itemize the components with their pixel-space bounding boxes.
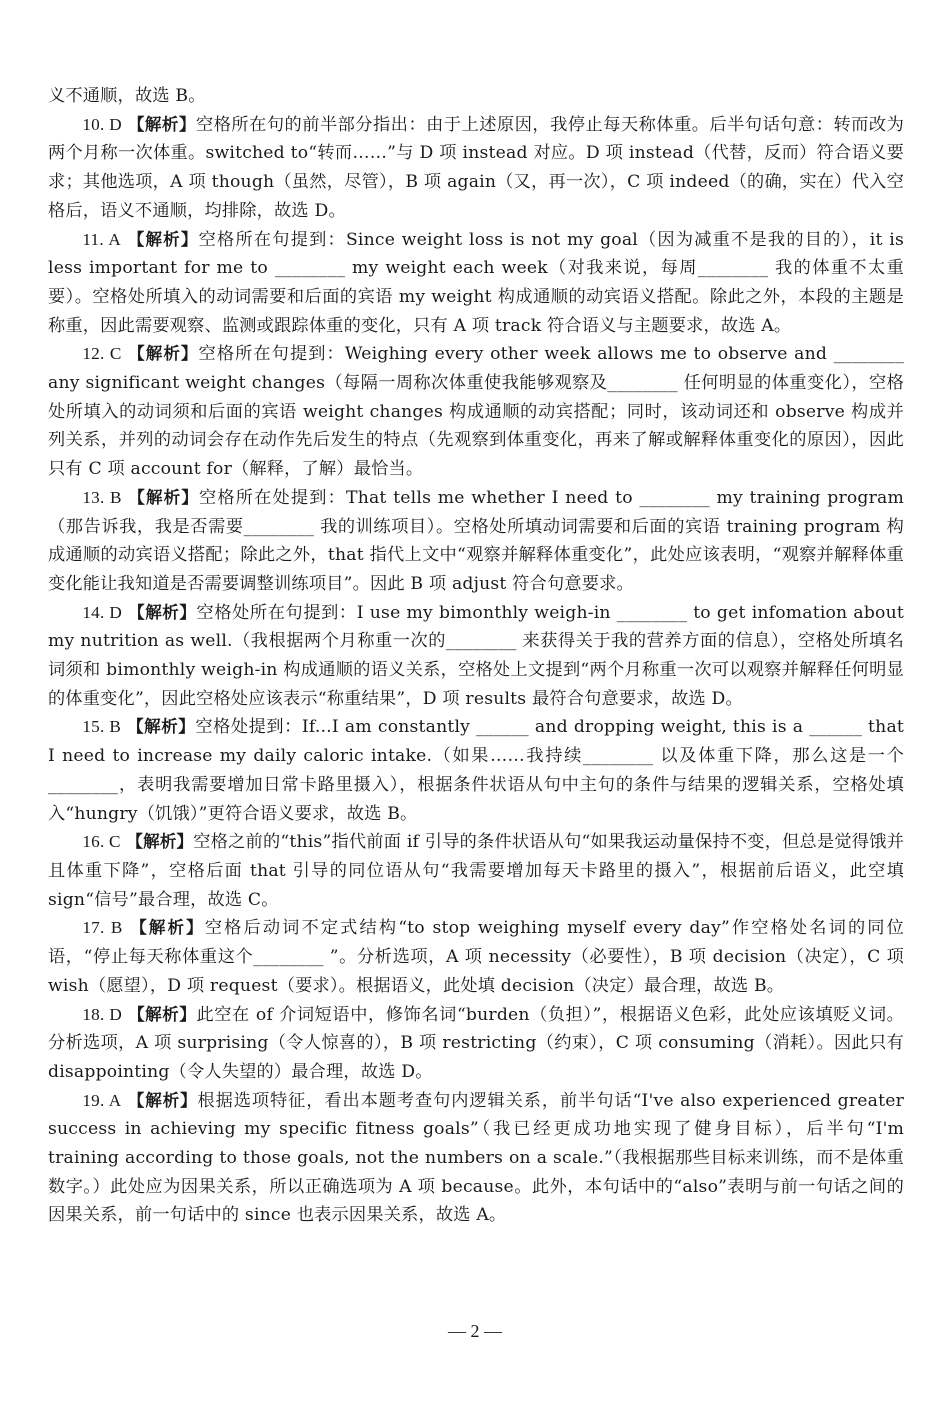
explanation-text: 空格处所在句提到：I use my bimonthly weigh-in ________ to get infomation about my nutrition as well.（我根据两个月称重一次的________ 来获得关于我的营养方面的信息），空格处所填名词须和 bimonthly weigh-in 构成通顺的语义关系，空格处上文提到“两个月称重一次可以观察并解释任何明显的体重变化”，因此空格处应该表示“称重结果”，D 项 results 最符合句意要求，故选 D。 xyxy=(48,602,904,709)
item-number: 14. D xyxy=(82,602,122,622)
page-number: — 2 — xyxy=(448,1321,502,1341)
explanation-text: 空格处提到：If...I am constantly ______ and dropping weight, this is a ______ that I need to increase my daily caloric intake.（如果……我持续________ 以及体重下降，那么这是一个________，表明我需要增加日常卡路里摄入），根据条件状语从句中主句的条件与结果的逻辑关系，空格处填入“hungry（饥饿）”更符合语义要求，故选 B。 xyxy=(48,717,904,824)
explanation-10 xyxy=(48,111,904,226)
explanation-text: 空格所在处提到：That tells me whether I need to ________ my training program（那告诉我，我是否需要________ 我的训练项目）。空格处所填动词需要和后面的宾语 training program 构成通顺的动宾语义搭配；除此之外，that 指代上文中“观察并解释体重变化”，此处应该表明，“观察并解释体重变化能让我知道是否需要调整训练项目”。因此 B 项 adjust 符合句意要求。 xyxy=(48,487,904,594)
explanation-16 xyxy=(48,828,904,914)
analysis-tag: 【解析】 xyxy=(127,229,199,249)
analysis-tag: 【解析】 xyxy=(127,114,196,134)
analysis-tag: 【解析】 xyxy=(127,1090,198,1110)
explanation-text: 空格所在句提到：Since weight loss is not my goal（因为减重不是我的目的），it is less important for me to ________ my weight each week（对我来说，每周________ 我的体重不太重要）。空格处所填入的动词需要和后面的宾语 my weight 构成通顺的动宾语义搭配。除此之外，本段的主题是称重，因此需要观察、监测或跟踪体重的变化，只有 A 项 track 符合语义与主题要求，故选 A。 xyxy=(48,229,904,336)
explanation-19 xyxy=(48,1087,904,1231)
analysis-tag: 【解析】 xyxy=(130,918,205,938)
answer-explanations xyxy=(48,82,904,1230)
explanation-text: 此空在 of 介词短语中，修饰名词“burden（负担）”，根据语义色彩，此处应该填贬义词。分析选项，A 项 surprising（令人惊喜的），B 项 restricting（约束），C 项 consuming（消耗）。因此只有 disappointing（令人失望的）最合理，故选 D。 xyxy=(48,1004,904,1082)
explanation-text: 空格所在句提到：Weighing every other week allows me to observe and ________ any significant weight changes（每隔一周称次体重使我能够观察及________ 任何明显的体重变化），空格处所填入的动词须和后面的宾语 weight changes 构成通顺的动宾搭配；同时，该动词还和 observe 构成并列关系，并列的动词会存在动作先后发生的特点（先观察到体重变化，再来了解或解释体重变化的原因），因此只有 C 项 account for（解释，了解）最恰当。 xyxy=(48,344,904,480)
analysis-tag: 【解析】 xyxy=(127,717,196,737)
explanation-14 xyxy=(48,599,904,714)
item-number: 17. B xyxy=(82,918,123,938)
item-number: 11. A xyxy=(82,229,122,249)
analysis-tag: 【解析】 xyxy=(128,487,200,507)
explanation-12 xyxy=(48,340,904,484)
item-number: 16. C xyxy=(82,832,121,852)
analysis-tag: 【解析】 xyxy=(128,602,197,622)
explanation-17 xyxy=(48,914,904,1000)
item-number: 10. D xyxy=(82,114,122,134)
item-number: 12. C xyxy=(82,344,122,364)
item-number: 19. A xyxy=(82,1090,122,1110)
explanation-11 xyxy=(48,226,904,341)
intro-line: 义不通顺，故选 B。 xyxy=(48,86,206,106)
explanation-15 xyxy=(48,713,904,828)
explanation-text: 空格后动词不定式结构“to stop weighing myself every day”作空格处名词的同位语，“停止每天称体重这个________ ”。分析选项，A 项 necessity（必要性），B 项 decision（决定），C 项 wish（愿望），D 项 request（要求）。根据语义，此处填 decision（决定）最合理，故选 B。 xyxy=(48,918,905,996)
item-number: 18. D xyxy=(82,1004,122,1024)
explanation-text: 空格所在句的前半部分指出：由于上述原因，我停止每天称体重。后半句话句意：转而改为两个月称一次体重。switched to“转而……”与 D 项 instead 对应。D 项 instead（代替，反而）符合语义要求；其他选项，A 项 though（虽然，尽管），B 项 again（又，再一次），C 项 indeed（的确，实在）代入空格后，语义不通顺，均排除，故选 D。 xyxy=(48,114,904,221)
item-number: 13. B xyxy=(82,487,122,507)
explanation-text: 根据选项特征，看出本题考查句内逻辑关系，前半句话“I've also experienced greater success in achieving my specific fitness goals”（我已经更成功地实现了健身目标），后半句“I'm training according to those goals, not the numbers on a scale.”（我根据那些目标来训练，而不是体重数字。）此处应为因果关系，所以正确选项为 A 项 because。此外，本句话中的“also”表明与前一句话之间的因果关系，前一句话中的 since 也表示因果关系，故选 A。 xyxy=(48,1090,904,1226)
analysis-tag: 【解析】 xyxy=(126,832,194,852)
explanation-text: 空格之前的“this”指代前面 if 引导的条件状语从句“如果我运动量保持不变，但总是觉得饿并且体重下降”，空格后面 that 引导的同位语从句“我需要增加每天卡路里的摄入”，根据前后语义，此空填 sign“信号”最合理，故选 C。 xyxy=(48,832,904,910)
item-number: 15. B xyxy=(82,717,122,737)
explanation-13 xyxy=(48,484,904,599)
analysis-tag: 【解析】 xyxy=(128,344,199,364)
explanation-18 xyxy=(48,1001,904,1087)
analysis-tag: 【解析】 xyxy=(128,1004,197,1024)
